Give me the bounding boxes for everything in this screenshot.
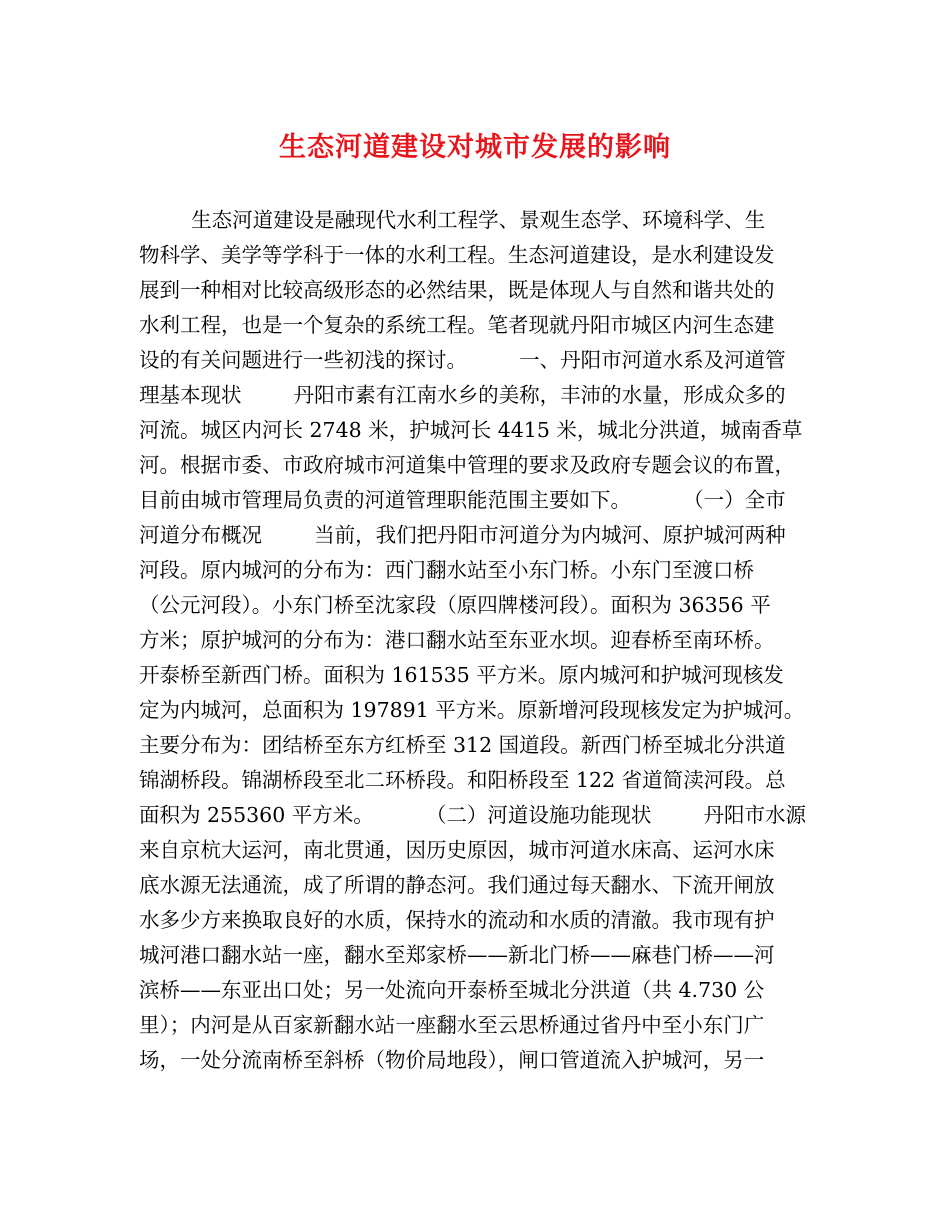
text-line: 设的有关问题进行一些初浅的探讨。 一、丹阳市河道水系及河道管 xyxy=(139,348,786,372)
text-line: 面积为 255360 平方米。 （二）河道设施功能现状 丹阳市水源 xyxy=(139,803,807,827)
text-line: 底水源无法通流，成了所谓的静态河。我们通过每天翻水、下流开闸放 xyxy=(139,873,775,897)
text-line: 开泰桥至新西门桥。面积为 161535 平方米。原内城河和护城河现核发 xyxy=(139,663,784,687)
text-line: 目前由城市管理局负责的河道管理职能范围主要如下。 （一）全市 xyxy=(139,488,786,512)
text-line: 河。根据市委、市政府城市河道集中管理的要求及政府专题会议的布置， xyxy=(139,453,795,477)
text-line: 里）；内河是从百家新翻水站一座翻水至云思桥通过省丹中至小东门广 xyxy=(139,1013,765,1037)
text-line: 城河港口翻水站一座，翻水至郑家桥——新北门桥——麻巷门桥——河 xyxy=(139,943,775,967)
text-line: 水利工程，也是一个复杂的系统工程。笔者现就丹阳市城区内河生态建 xyxy=(139,313,775,337)
text-line: 锦湖桥段。锦湖桥段至北二环桥段。和阳桥段至 122 省道简渎河段。总 xyxy=(139,768,786,792)
text-line: 定为内城河，总面积为 197891 平方米。原新增河段现核发定为护城河。 xyxy=(139,698,805,722)
text-line: 河道分布概况 当前，我们把丹阳市河道分为内城河、原护城河两种 xyxy=(139,523,786,547)
text-line: 生态河道建设是融现代水利工程学、景观生态学、环境科学、生 xyxy=(139,208,766,232)
text-line: 场，一处分流南桥至斜桥（物价局地段），闸口管道流入护城河，另一 xyxy=(139,1048,765,1072)
text-line: 河段。原内城河的分布为：西门翻水站至小东门桥。小东门至渡口桥 xyxy=(139,558,754,582)
text-line: 滨桥——东亚出口处；另一处流向开泰桥至城北分洪道（共 4.730 公 xyxy=(139,978,765,1002)
body-paragraph xyxy=(139,203,819,1078)
text-line: 方米；原护城河的分布为：港口翻水站至东亚水坝。迎春桥至南环桥。 xyxy=(139,628,775,652)
text-line: 展到一种相对比较高级形态的必然结果，既是体现人与自然和谐共处的 xyxy=(139,278,775,302)
text-line: 主要分布为：团结桥至东方红桥至 312 国道段。新西门桥至城北分洪道 xyxy=(139,733,786,757)
text-line: 来自京杭大运河，南北贯通，因历史原因，城市河道水床高、运河水床 xyxy=(139,838,775,862)
text-line: 河流。城区内河长 2748 米，护城河长 4415 米，城北分洪道，城南香草 xyxy=(139,418,803,442)
text-line: 理基本现状 丹阳市素有江南水乡的美称，丰沛的水量，形成众多的 xyxy=(139,383,786,407)
text-line: 物科学、美学等学科于一体的水利工程。生态河道建设，是水利建设发 xyxy=(139,243,775,267)
text-line: 水多少方来换取良好的水质，保持水的流动和水质的清澈。我市现有护 xyxy=(139,908,775,932)
text-line: （公元河段）。小东门桥至沈家段（原四牌楼河段）。面积为 36356 平 xyxy=(139,593,771,617)
document-title: 生态河道建设对城市发展的影响 xyxy=(279,132,671,163)
